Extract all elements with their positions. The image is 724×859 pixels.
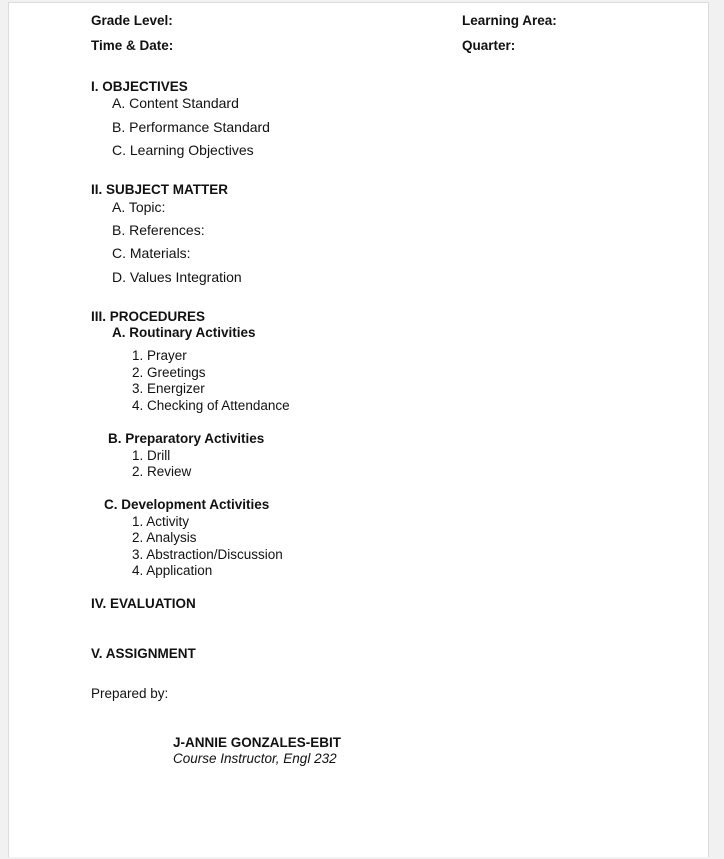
objective-item: C. Learning Objectives xyxy=(112,142,254,158)
subject-matter-item: C. Materials: xyxy=(112,245,191,261)
preparatory-item: 1. Drill xyxy=(132,448,171,463)
preparatory-item: 2. Review xyxy=(132,464,192,479)
routinary-item: 3. Energizer xyxy=(132,381,205,396)
preparatory-activities-heading: B. Preparatory Activities xyxy=(108,431,265,446)
development-item: 1. Activity xyxy=(132,514,190,529)
subject-matter-item: B. References: xyxy=(112,222,205,238)
routinary-item: 2. Greetings xyxy=(132,365,206,380)
time-date-label: Time & Date: xyxy=(91,38,174,53)
development-item: 3. Abstraction/Discussion xyxy=(132,547,283,562)
subject-matter-heading: II. SUBJECT MATTER xyxy=(91,182,229,197)
routinary-item: 1. Prayer xyxy=(132,348,187,363)
routinary-item: 4. Checking of Attendance xyxy=(132,398,290,413)
document-page xyxy=(8,2,709,857)
development-item: 2. Analysis xyxy=(132,530,197,545)
learning-area-label: Learning Area: xyxy=(462,13,557,28)
signatory-title: Course Instructor, Engl 232 xyxy=(173,751,337,766)
development-item: 4. Application xyxy=(132,563,213,578)
grade-level-label: Grade Level: xyxy=(91,13,173,28)
assignment-heading: V. ASSIGNMENT xyxy=(91,646,196,661)
quarter-label: Quarter: xyxy=(462,38,516,53)
objectives-heading: I. OBJECTIVES xyxy=(91,79,188,94)
prepared-by-label: Prepared by: xyxy=(91,686,169,701)
routinary-activities-heading: A. Routinary Activities xyxy=(112,325,256,340)
signatory-name: J-ANNIE GONZALES-EBIT xyxy=(173,735,342,750)
objective-item: A. Content Standard xyxy=(112,95,239,111)
objective-item: B. Performance Standard xyxy=(112,119,270,135)
evaluation-heading: IV. EVALUATION xyxy=(91,596,196,611)
subject-matter-item: D. Values Integration xyxy=(112,269,242,285)
procedures-heading: III. PROCEDURES xyxy=(91,309,206,324)
development-activities-heading: C. Development Activities xyxy=(104,497,270,512)
subject-matter-item: A. Topic: xyxy=(112,199,166,215)
